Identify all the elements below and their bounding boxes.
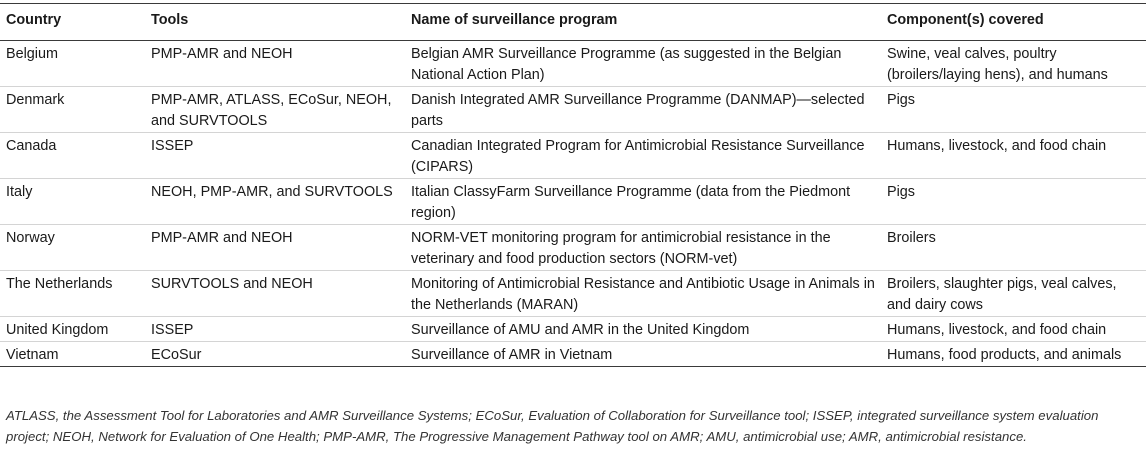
header-components: Component(s) covered	[881, 4, 1146, 41]
table-row	[0, 225, 1146, 271]
cell-components: Swine, veal calves, poultry (broilers/laying hens), and humans	[881, 41, 1146, 87]
table-row	[0, 271, 1146, 317]
cell-country: Italy	[0, 179, 145, 225]
header-tools: Tools	[145, 4, 405, 41]
cell-program: Monitoring of Antimicrobial Resistance and Antibiotic Usage in Animals in the Netherlands (MARAN)	[405, 271, 881, 317]
table-row	[0, 342, 1146, 367]
cell-components: Pigs	[881, 87, 1146, 133]
table-row	[0, 87, 1146, 133]
cell-tools: ISSEP	[145, 133, 405, 179]
cell-country: The Netherlands	[0, 271, 145, 317]
header-row	[0, 4, 1146, 41]
cell-program: NORM-VET monitoring program for antimicrobial resistance in the veterinary and food production sectors (NORM-vet)	[405, 225, 881, 271]
cell-tools: SURVTOOLS and NEOH	[145, 271, 405, 317]
cell-components: Humans, livestock, and food chain	[881, 133, 1146, 179]
cell-tools: ISSEP	[145, 317, 405, 342]
cell-country: Norway	[0, 225, 145, 271]
surveillance-table	[0, 3, 1146, 367]
cell-country: Canada	[0, 133, 145, 179]
cell-components: Humans, livestock, and food chain	[881, 317, 1146, 342]
cell-components: Pigs	[881, 179, 1146, 225]
header-country: Country	[0, 4, 145, 41]
cell-country: Vietnam	[0, 342, 145, 367]
cell-country: Belgium	[0, 41, 145, 87]
cell-program: Surveillance of AMR in Vietnam	[405, 342, 881, 367]
table-row	[0, 41, 1146, 87]
table-row	[0, 179, 1146, 225]
table-row	[0, 317, 1146, 342]
table-row	[0, 133, 1146, 179]
cell-program: Surveillance of AMU and AMR in the United Kingdom	[405, 317, 881, 342]
cell-tools: PMP-AMR, ATLASS, ECoSur, NEOH, and SURVTOOLS	[145, 87, 405, 133]
cell-country: United Kingdom	[0, 317, 145, 342]
cell-tools: ECoSur	[145, 342, 405, 367]
cell-components: Broilers, slaughter pigs, veal calves, and dairy cows	[881, 271, 1146, 317]
cell-components: Humans, food products, and animals	[881, 342, 1146, 367]
cell-tools: PMP-AMR and NEOH	[145, 41, 405, 87]
cell-program: Italian ClassyFarm Surveillance Programme (data from the Piedmont region)	[405, 179, 881, 225]
cell-program: Danish Integrated AMR Surveillance Programme (DANMAP)—selected parts	[405, 87, 881, 133]
cell-country: Denmark	[0, 87, 145, 133]
cell-components: Broilers	[881, 225, 1146, 271]
table-footnote: ATLASS, the Assessment Tool for Laboratories and AMR Surveillance Systems; ECoSur, Evaluation of Collaboration for Surveillance tool; ISSEP, integrated surveillance system evaluation project; NEOH, Network for Evaluation of One Health; PMP-AMR, The Progressive Management Pathway tool on AMR; AMU, antimicrobial use; AMR, antimicrobial resistance.	[6, 408, 1099, 444]
cell-tools: NEOH, PMP-AMR, and SURVTOOLS	[145, 179, 405, 225]
cell-program: Belgian AMR Surveillance Programme (as suggested in the Belgian National Action Plan)	[405, 41, 881, 87]
cell-tools: PMP-AMR and NEOH	[145, 225, 405, 271]
header-program: Name of surveillance program	[405, 4, 881, 41]
cell-program: Canadian Integrated Program for Antimicrobial Resistance Surveillance (CIPARS)	[405, 133, 881, 179]
